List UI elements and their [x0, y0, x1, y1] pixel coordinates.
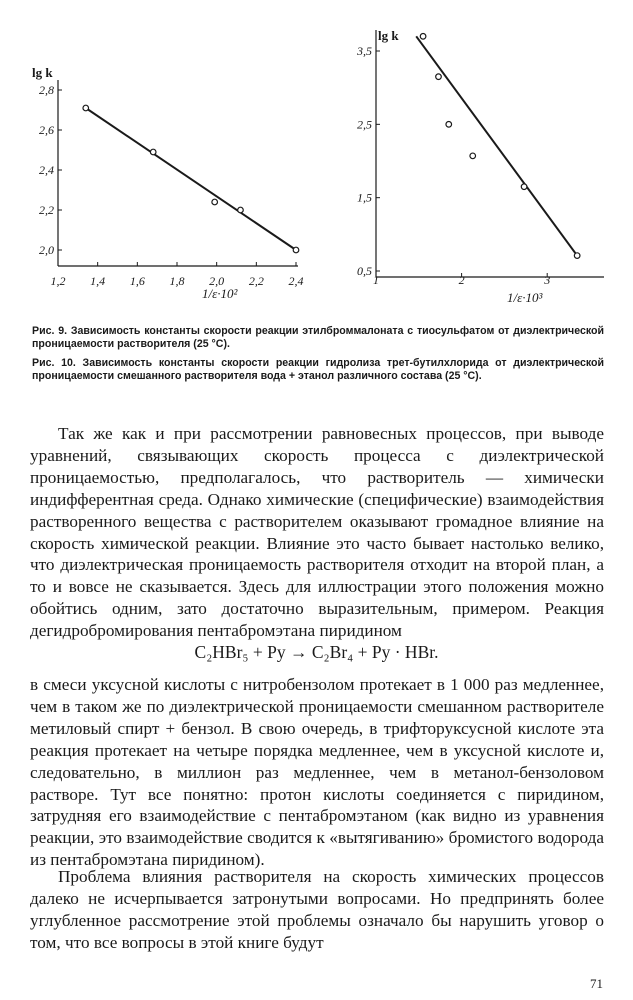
y-tick-label: 2,2 [39, 203, 54, 217]
data-point [470, 153, 476, 159]
x-tick-label: 3 [544, 273, 551, 287]
y-tick-label: 1,5 [357, 190, 372, 205]
x-tick-label: 1,6 [129, 274, 145, 288]
data-point [521, 184, 527, 190]
reaction-equation: C₂HBr₅ + Py → C₂Br₄ + Py · HBr. [194, 642, 439, 662]
data-point [420, 34, 426, 40]
figure-10-caption: Рис. 10. Зависимость константы скорости реакции гидролиза трет-бутилхлорида от диэлектрической проницаемости смешанного растворителя вода + этанол различного состава (25 °С). [32, 357, 604, 382]
y-tick-label: 2,5 [357, 117, 372, 132]
x-tick-label: 2,0 [209, 274, 225, 288]
y-tick-label: 0,5 [357, 264, 372, 278]
data-point [150, 149, 156, 155]
y-tick-label: 2,4 [39, 163, 54, 177]
regression-line [86, 108, 296, 250]
x-tick-label: 1,4 [90, 274, 106, 288]
x-tick-label: 2,2 [248, 274, 264, 288]
data-point [436, 74, 442, 80]
data-point [574, 253, 580, 259]
x-tick-label: 2 [458, 273, 465, 287]
figure-9-caption: Рис. 9. Зависимость константы скорости реакции этилброммалоната с тиосульфатом от диэлектрической проницаемости растворителя (25 °С). [32, 325, 604, 350]
data-point [212, 199, 218, 205]
figure-10-chart [340, 0, 633, 310]
y-tick-label: 3,5 [357, 44, 372, 58]
y-tick-label: 2,6 [39, 123, 54, 137]
data-point [293, 247, 299, 253]
data-point [446, 122, 452, 128]
data-point [238, 207, 244, 213]
y-tick-label: 2,8 [39, 83, 54, 97]
x-tick-label: 1,8 [169, 274, 185, 288]
x-tick-label: 1,2 [50, 274, 66, 288]
x-axis-label: 1/ε·10³ [507, 290, 543, 305]
y-axis-label: lg k [32, 65, 53, 80]
figure-9-chart [0, 0, 330, 300]
y-axis-label: lg k [378, 28, 399, 43]
paragraph-1: Так же как и при рассмотрении равновесных процессов, при выводе уравнений, связывающих скорость процесса с диэлектрической проницаемостью, предполагалось, что растворитель — химически индифферентная среда. Однако химические (специфические) взаимодействия растворенного вещества с растворителем оказывают громадное влияние на скорость химической реакции. Влияние это часто бывает настолько велико, что диэлектрическая проницаемость растворителя отходит на второй план, а то и вовсе не сказывается. Здесь для иллюстрации этого положения можно обойтись одним, зато достаточно выразительным, примером. Реакция дегидробромирования пентабромэтана пиридином [30, 424, 604, 641]
x-axis-label: 1/ε·10² [202, 286, 238, 300]
regression-line [416, 36, 577, 255]
data-point [83, 105, 89, 111]
paragraph-2: в смеси уксусной кислоты с нитробензолом протекает в 1 000 раз медленнее, чем в таком же по диэлектрической проницаемости смешанном растворителе метиловый спирт + бензол. В свою очередь, в трифторуксусной кислоте эта реакция протекает на четыре порядка медленнее, чем в уксусной кислоте и, следовательно, в миллион раз медленнее, чем в метанол-бензоловом растворе. Тут все понятно: протон кислоты соединяется с пиридином, затрудняя его взаимодействие с пентабромэтаном (как видно из уравнения реакции, это взаимодействие сводится к «вытягиванию» бромистого водорода из пентабромэтана пиридином). [30, 675, 604, 870]
y-tick-label: 2,0 [39, 243, 54, 257]
paragraph-3: Проблема влияния растворителя на скорость химических процессов далеко не исчерпывается затронутыми вопросами. Но предпринять более углубленное рассмотрение этой проблемы означало бы нарушить уговор о том, что все вопросы в этой книге будут [30, 867, 604, 952]
x-tick-label: 2,4 [288, 274, 304, 288]
page-number: 71 [590, 976, 603, 991]
x-tick-label: 1 [373, 273, 379, 287]
